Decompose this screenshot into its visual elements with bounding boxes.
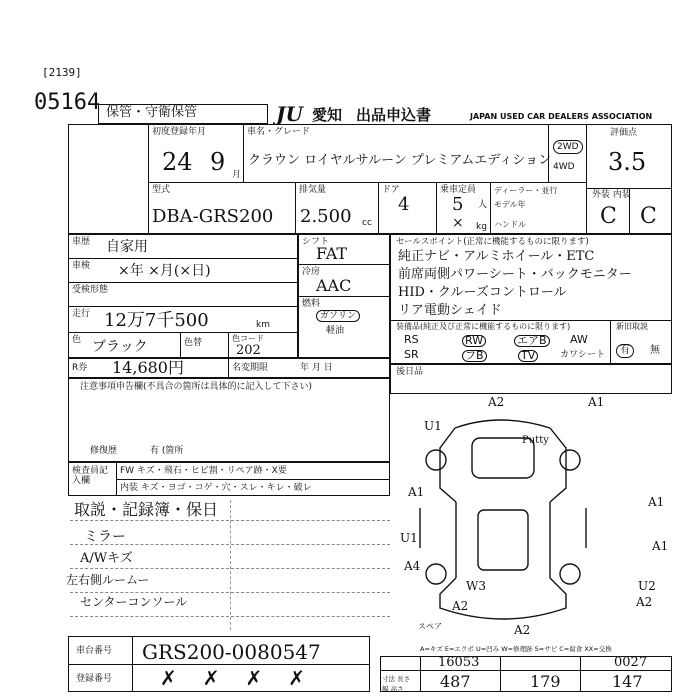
fuel-label: 燃料 [302, 299, 321, 309]
car-grade: クラウン ロイヤルサルーン プレミアムエディション [248, 153, 552, 168]
car-name-label: 車名・グレード [247, 127, 311, 137]
equipment-aw: AW [570, 333, 588, 346]
model-label: 型式 [152, 185, 171, 195]
equipment-tv: TV [518, 350, 538, 362]
color-change-label: 色替 [184, 338, 203, 348]
interior-score: C [640, 204, 657, 229]
frame-no-label: 車台番号 [76, 646, 113, 656]
capacity-label: 乗車定員 [440, 185, 477, 195]
model-year-label: モデル年 [494, 200, 526, 209]
history-label: 車歴 [72, 237, 91, 247]
damage-mark-a1-left: A1 [408, 485, 425, 499]
mileage-label: 走行 [72, 309, 91, 319]
name-change-value: 年 月 日 [300, 363, 333, 373]
dealer-label: ディーラー・並行 [494, 186, 558, 195]
lot-number: 05164 [34, 90, 101, 115]
frame-number: GRS200-0080547 [142, 640, 321, 664]
drive-2wd: 2WD [553, 140, 583, 154]
exterior-interior-label: 外装 内装 [592, 190, 631, 200]
damage-mark-a1-top: A1 [588, 395, 605, 409]
dims-label: 寸法 長さ 幅 高さ [382, 675, 411, 693]
recycle-label: R券 [72, 363, 88, 373]
ju-logo: JU [276, 102, 303, 126]
storage-label: 保管・守衛保管 [106, 105, 198, 120]
notes-label: 注意事項申告欄(不具合の箇所は具体的に記入して下さい) [80, 382, 313, 392]
equipment-fb: フB [462, 350, 487, 362]
repair-label: 修復歴 [90, 446, 118, 456]
displacement-value: 2.500 [300, 206, 352, 227]
color-value: ブラック [92, 339, 148, 355]
note-2: ミラー [84, 529, 126, 545]
damage-legend: A=キズ E=エクボ U=凹み W=修理跡 S=サビ C=腐食 XX=交換 [420, 645, 612, 653]
recycle-value: 14,680円 [112, 358, 184, 377]
shift-value: FAT [316, 244, 348, 263]
equipment-rw: RW [462, 335, 486, 347]
equipment-rs: RS [404, 333, 419, 346]
first-reg-label: 初度登録年月 [152, 127, 207, 137]
damage-mark-a1-right: A1 [648, 495, 665, 509]
evaluation-score: 3.5 [608, 148, 647, 176]
reception-label: 受検形態 [72, 285, 109, 295]
serial-b: 0027 [614, 655, 648, 670]
damage-mark-u2: U2 [638, 579, 656, 593]
other-label: 後日品 [396, 367, 424, 377]
lot-code: [2139] [42, 66, 82, 79]
capacity-value: 5 [452, 194, 464, 215]
equipment-seat: カワシート [560, 350, 606, 360]
height-value: 147 [612, 672, 643, 691]
damage-mark-a2-bottom: A2 [514, 623, 531, 637]
note-4: 左右側ルームー [66, 573, 150, 587]
month-unit: 月 [232, 170, 242, 180]
sales-points-label: セールスポイント(正常に機能するものに限ります) [396, 237, 589, 247]
kg-unit: kg [476, 222, 487, 232]
color-code-label: 色コード [232, 334, 264, 343]
person-unit: 人 [478, 200, 488, 210]
cc-unit: cc [362, 218, 372, 228]
damage-mark-ua1: U1 [424, 419, 442, 433]
equipment-sr: SR [404, 348, 419, 361]
note-3: A/Wキズ [80, 551, 133, 566]
damage-mark-u1-left: U1 [400, 531, 418, 545]
fuel-diesel: 軽油 [326, 326, 345, 336]
office-name: 愛知 [312, 106, 343, 124]
inspection-value: ×年 ×月(×日) [118, 263, 211, 279]
inspection-label: 車検 [72, 261, 91, 271]
doors-value: 4 [398, 194, 410, 215]
damage-mark-putty: Putty [522, 435, 549, 446]
note-5: センターコンソール [80, 595, 188, 609]
form-title: 出品申込書 [356, 106, 432, 124]
serial-a: 16053 [438, 655, 480, 670]
drive-4wd: 4WD [553, 162, 575, 172]
model-code: DBA-GRS200 [152, 206, 274, 227]
damage-mark-a1-right2: A1 [652, 539, 669, 553]
evaluation-label: 評価点 [610, 128, 638, 138]
name-change-label: 名変期限 [232, 363, 269, 373]
damage-mark-a2-left: A2 [452, 599, 469, 613]
shift-label: シフト [302, 237, 330, 247]
sales-point-4: リア電動シェイド [398, 303, 502, 318]
ac-label: 冷房 [302, 267, 321, 277]
reg-year: 24 [162, 148, 193, 176]
new-old-no: 無 [650, 345, 660, 356]
history-value: 自家用 [106, 239, 148, 255]
width-value: 179 [530, 672, 561, 691]
new-old-label: 新旧取説 [616, 322, 648, 331]
reg-no-marks: ✗✗✗✗ [160, 666, 332, 690]
damage-mark-w3: W3 [466, 579, 486, 593]
displacement-label: 排気量 [299, 185, 327, 195]
sales-point-2: 前席両側パワーシート・バックモニター [398, 267, 632, 282]
spare-label: スペア [418, 622, 442, 631]
fw-row: FW キズ・飛石・ヒビ割・リペア跡・X要 [120, 466, 287, 476]
repair-value: 有 (箇所 [150, 446, 184, 456]
sales-point-3: HID・クルーズコントロール [398, 285, 567, 300]
damage-mark-a2-right: A2 [636, 595, 653, 609]
ac-value: AAC [316, 276, 352, 295]
sales-point-1: 純正ナビ・アルミホイール・ETC [398, 249, 595, 264]
length-value: 487 [440, 672, 471, 691]
association-name: JAPAN USED CAR DEALERS ASSOCIATION [470, 112, 653, 121]
inspector-label: 検査員記入欄 [72, 466, 109, 486]
equipment-airbag: エアB [514, 335, 550, 347]
new-old-yes: 有 [616, 344, 634, 358]
mileage-value: 12万7千500 [104, 310, 209, 331]
car-diagram [400, 395, 670, 638]
damage-mark-a2-top: A2 [488, 395, 505, 409]
weight-marker: × [452, 215, 464, 231]
note-1: 取説・記録簿・保日 [74, 500, 219, 519]
other-block [390, 364, 672, 394]
reg-no-label: 登録番号 [76, 674, 113, 684]
doors-label: ドア [382, 185, 400, 195]
reg-month: 9 [210, 148, 226, 176]
color-code-value: 202 [236, 343, 261, 358]
damage-mark-a4: A4 [404, 559, 421, 573]
color-label: 色 [72, 335, 82, 345]
fuel-gas: ガソリン [316, 310, 360, 322]
equipment-label: 装備品(純正及び正常に機能するものに限ります) [396, 322, 571, 331]
interior-row: 内装 キズ・ヨゴ・コゲ・穴・スレ・キレ・破レ [120, 483, 312, 493]
exterior-score: C [600, 204, 617, 229]
handle-label: ハンドル [494, 220, 526, 229]
km-unit: km [256, 320, 270, 330]
